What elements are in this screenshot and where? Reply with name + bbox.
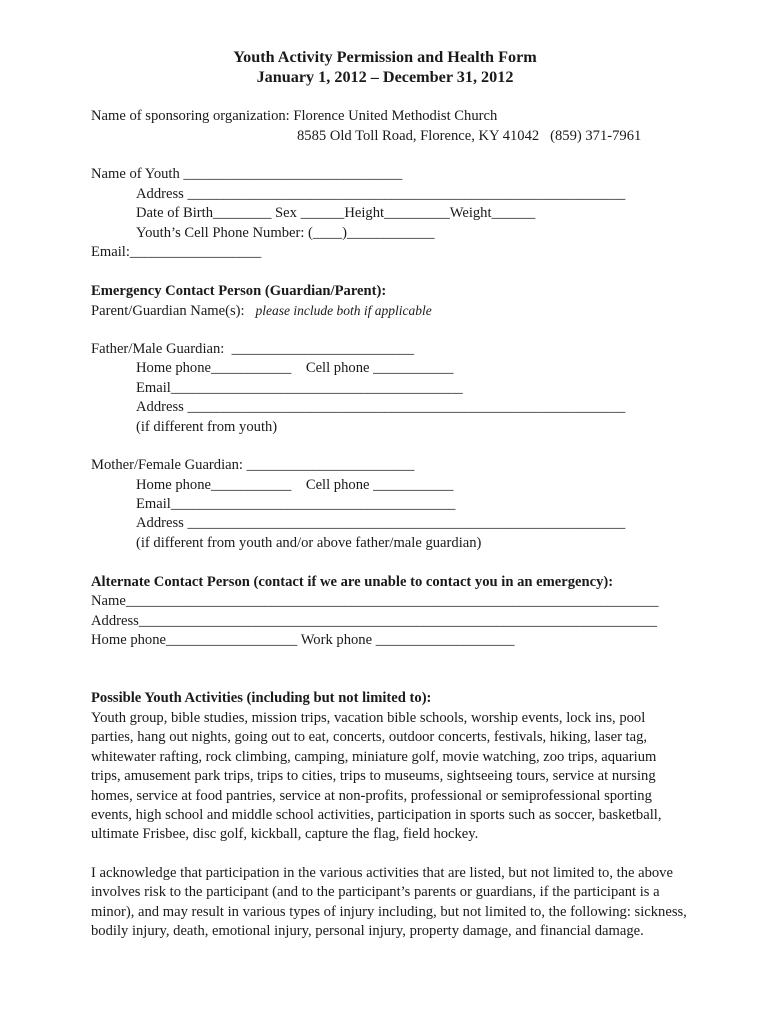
form-title: Youth Activity Permission and Health Form (233, 48, 537, 66)
alternate-name-field[interactable]: Name_________________________________________________________________________ (91, 593, 659, 609)
youth-address-field[interactable]: Address ____________________________________________________________ (136, 186, 626, 202)
father-name-field[interactable]: Father/Male Guardian: _________________________ (91, 341, 415, 357)
father-address-note: (if different from youth) (136, 419, 278, 435)
acknowledgement-text: I acknowledge that participation in the various activities that are listed, but not limited to, the above involves risk to the participant (and to the participant’s parents or guardians, if the participant is a minor), and may result in various types of injury including, but not limited to, the following: sickness, bodily injury, death, emotional injury, personal injury, property damage, and financial damage. (91, 865, 687, 940)
youth-email-field[interactable]: Email:__________________ (91, 244, 262, 260)
form-date-range: January 1, 2012 – December 31, 2012 (256, 68, 514, 86)
mother-phones-field[interactable]: Home phone___________ Cell phone ___________ (136, 477, 454, 493)
sponsor-line: Name of sponsoring organization: Florence United Methodist Church (91, 108, 498, 124)
father-phones-field[interactable]: Home phone___________ Cell phone ___________ (136, 360, 454, 376)
alternate-address-field[interactable]: Address_______________________________________________________________________ (91, 613, 657, 629)
sponsor-address: 8585 Old Toll Road, Florence, KY 41042 (859) 371-7961 (297, 128, 642, 144)
father-email-field[interactable]: Email________________________________________ (136, 380, 463, 396)
guardian-names-line (91, 301, 432, 321)
guardian-names-note: please include both if applicable (255, 303, 432, 318)
emergency-heading: Emergency Contact Person (Guardian/Parent): (91, 283, 387, 299)
mother-address-field[interactable]: Address ____________________________________________________________ (136, 515, 626, 531)
alternate-heading: Alternate Contact Person (contact if we are unable to contact you in an emergency): (91, 574, 614, 590)
activities-heading: Possible Youth Activities (including but not limited to): (91, 690, 432, 706)
father-address-field[interactable]: Address ____________________________________________________________ (136, 399, 626, 415)
youth-dob-sex-height-weight-field[interactable]: Date of Birth________ Sex ______Height_________Weight______ (136, 205, 536, 221)
mother-name-field[interactable]: Mother/Female Guardian: _______________________ (91, 457, 415, 473)
youth-cell-field[interactable]: Youth’s Cell Phone Number: (____)____________ (136, 225, 435, 241)
youth-name-field[interactable]: Name of Youth ______________________________ (91, 166, 403, 182)
activities-text: Youth group, bible studies, mission trips, vacation bible schools, worship events, lock ins, pool parties, hang out nights, going out to eat, concerts, outdoor concerts, festivals, hiking, laser tag, whitewater rafting, rock climbing, camping, miniature golf, movie watching, zoo trips, aquarium trips, amusement park trips, trips to cities, trips to museums, sightseeing tours, service at nursing homes, service at food pantries, service at non-profits, professional or semiprofessional sporting events, high school and middle school activities, participation in sports such as soccer, basketball, ultimate Frisbee, disc golf, kickball, capture the flag, field hockey. (91, 710, 662, 843)
guardian-names-label: Parent/Guardian Name(s): (91, 303, 245, 319)
mother-email-field[interactable]: Email_______________________________________ (136, 496, 456, 512)
mother-address-note: (if different from youth and/or above father/male guardian) (136, 535, 482, 551)
alternate-phones-field[interactable]: Home phone__________________ Work phone ___________________ (91, 632, 515, 648)
